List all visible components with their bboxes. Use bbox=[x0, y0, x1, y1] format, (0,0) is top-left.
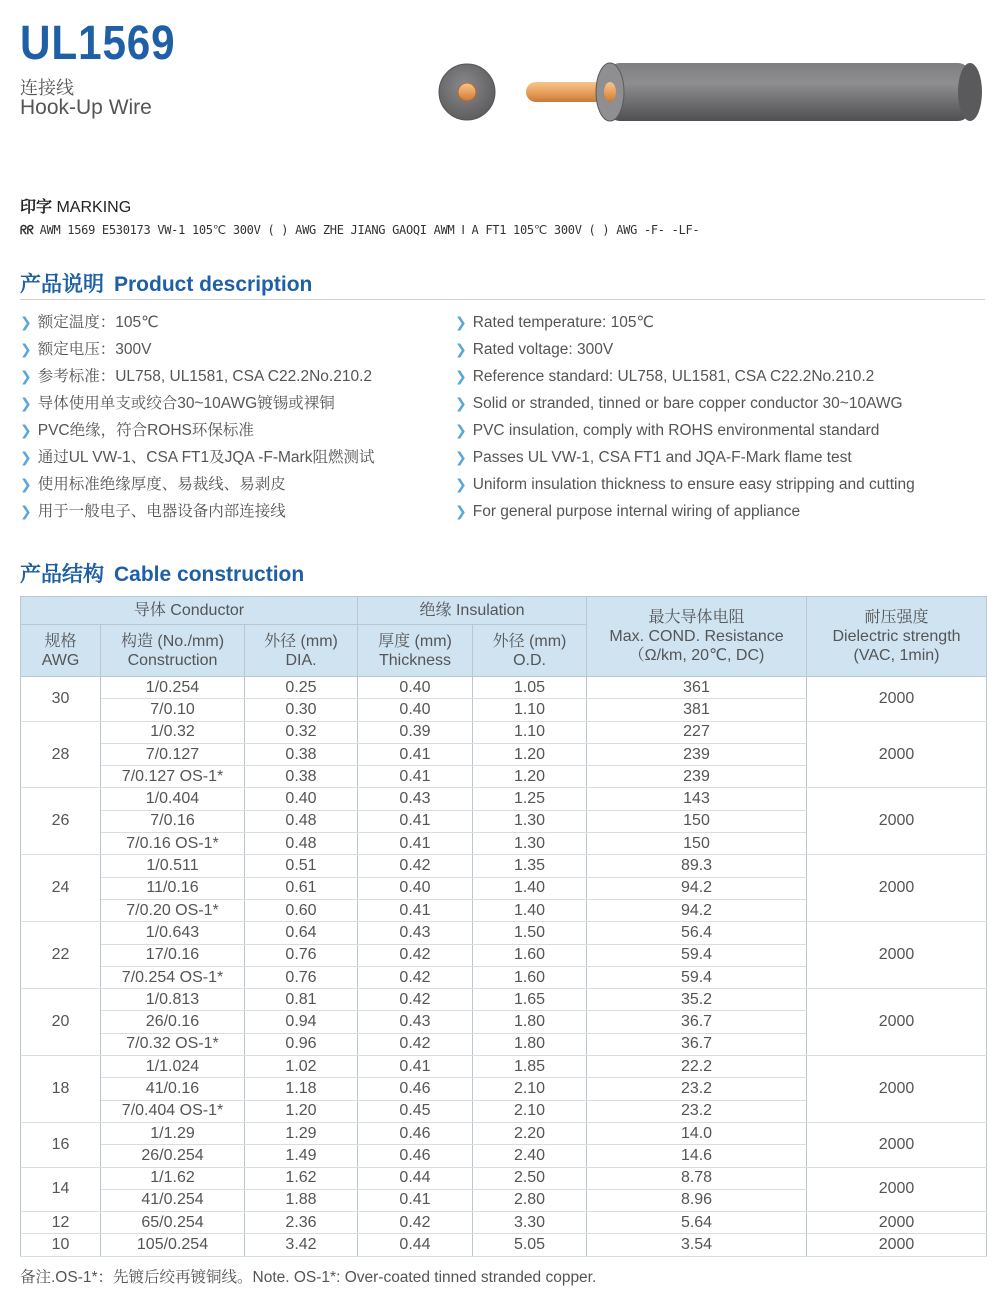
thickness-cell: 0.42 bbox=[358, 855, 473, 877]
thickness-cell: 0.42 bbox=[358, 944, 473, 966]
thickness-cell: 0.41 bbox=[358, 810, 473, 832]
header-awg bbox=[21, 625, 101, 677]
dia-cell: 0.40 bbox=[245, 788, 358, 810]
table-row bbox=[21, 922, 987, 944]
od-cell: 1.65 bbox=[473, 989, 587, 1011]
od-cell: 2.10 bbox=[473, 1100, 587, 1122]
chevron-right-icon: ❯ bbox=[455, 395, 467, 411]
dia-cell: 1.18 bbox=[245, 1078, 358, 1100]
thickness-cell: 0.42 bbox=[358, 966, 473, 988]
dielectric-cell: 2000 bbox=[807, 1167, 987, 1212]
description-bullet-en-text: Reference standard: UL758, UL1581, CSA C22.2No.210.2 bbox=[472, 368, 875, 385]
resistance-cell: 8.96 bbox=[587, 1189, 807, 1211]
header-od-cn: 外径 (mm) bbox=[492, 632, 567, 650]
dia-cell: 0.96 bbox=[245, 1033, 358, 1055]
awg-cell: 12 bbox=[21, 1212, 101, 1234]
chevron-right-icon: ❯ bbox=[20, 341, 32, 357]
dia-cell: 0.81 bbox=[245, 989, 358, 1011]
awg-cell: 24 bbox=[21, 855, 101, 922]
footnote: 备注.OS-1*：先镀后绞再镀铜线。Note. OS-1*: Over-coated tinned stranded copper. bbox=[20, 1269, 597, 1286]
header-construction-en: Construction bbox=[127, 651, 218, 669]
construction-cell: 1/1.024 bbox=[101, 1056, 245, 1078]
table-row bbox=[21, 677, 987, 699]
resistance-cell: 35.2 bbox=[587, 989, 807, 1011]
thickness-cell: 0.42 bbox=[358, 1212, 473, 1234]
thickness-cell: 0.40 bbox=[358, 877, 473, 899]
description-bullet-en-text: Uniform insulation thickness to ensure easy stripping and cutting bbox=[472, 476, 915, 493]
od-cell: 5.05 bbox=[473, 1234, 587, 1256]
chevron-right-icon: ❯ bbox=[455, 449, 467, 465]
construction-cell: 7/0.127 bbox=[101, 743, 245, 765]
construction-cell: 7/0.127 OS-1* bbox=[101, 766, 245, 788]
table-row bbox=[21, 788, 987, 810]
dia-cell: 0.38 bbox=[245, 743, 358, 765]
resistance-cell: 227 bbox=[587, 721, 807, 743]
dia-cell: 0.61 bbox=[245, 877, 358, 899]
resistance-cell: 36.7 bbox=[587, 1033, 807, 1055]
header-dielectric bbox=[807, 597, 987, 677]
resistance-cell: 23.2 bbox=[587, 1100, 807, 1122]
description-bullet-cn-item bbox=[20, 390, 374, 417]
dielectric-cell: 2000 bbox=[807, 788, 987, 855]
construction-cell: 65/0.254 bbox=[101, 1212, 245, 1234]
chevron-right-icon: ❯ bbox=[20, 368, 32, 384]
chevron-right-icon: ❯ bbox=[455, 422, 467, 438]
table-row bbox=[21, 989, 987, 1011]
subtitle-en: Hook-Up Wire bbox=[20, 96, 152, 119]
table-row bbox=[21, 1212, 987, 1234]
construction-cell: 41/0.16 bbox=[101, 1078, 245, 1100]
resistance-cell: 150 bbox=[587, 810, 807, 832]
resistance-cell: 5.64 bbox=[587, 1212, 807, 1234]
chevron-right-icon: ❯ bbox=[20, 449, 32, 465]
dia-cell: 0.48 bbox=[245, 833, 358, 855]
thickness-cell: 0.39 bbox=[358, 721, 473, 743]
construction-table-body bbox=[21, 677, 987, 1257]
dia-cell: 1.20 bbox=[245, 1100, 358, 1122]
resistance-cell: 381 bbox=[587, 699, 807, 721]
od-cell: 1.40 bbox=[473, 899, 587, 921]
construction-cell: 105/0.254 bbox=[101, 1234, 245, 1256]
description-bullet-en-item bbox=[455, 498, 915, 525]
ul-logo-icon: ᖇᖇ bbox=[20, 223, 34, 237]
resistance-cell: 14.6 bbox=[587, 1145, 807, 1167]
od-cell: 1.10 bbox=[473, 721, 587, 743]
dia-cell: 0.94 bbox=[245, 1011, 358, 1033]
resistance-cell: 89.3 bbox=[587, 855, 807, 877]
construction-cell: 7/0.404 OS-1* bbox=[101, 1100, 245, 1122]
thickness-cell: 0.43 bbox=[358, 922, 473, 944]
header-od-en: O.D. bbox=[513, 651, 546, 669]
od-cell: 2.20 bbox=[473, 1122, 587, 1144]
thickness-cell: 0.46 bbox=[358, 1078, 473, 1100]
od-cell: 3.30 bbox=[473, 1212, 587, 1234]
awg-cell: 14 bbox=[21, 1167, 101, 1212]
awg-cell: 18 bbox=[21, 1056, 101, 1123]
description-bullet-cn-item bbox=[20, 498, 374, 525]
chevron-right-icon: ❯ bbox=[20, 395, 32, 411]
od-cell: 1.20 bbox=[473, 743, 587, 765]
construction-cell: 7/0.32 OS-1* bbox=[101, 1033, 245, 1055]
resistance-cell: 3.54 bbox=[587, 1234, 807, 1256]
od-cell: 1.30 bbox=[473, 810, 587, 832]
description-bullet-en-item bbox=[455, 444, 915, 471]
description-bullet-en-text: Solid or stranded, tinned or bare copper conductor 30~10AWG bbox=[472, 395, 903, 412]
table-row bbox=[21, 721, 987, 743]
table-row bbox=[21, 855, 987, 877]
thickness-cell: 0.40 bbox=[358, 677, 473, 699]
thickness-cell: 0.41 bbox=[358, 833, 473, 855]
od-cell: 1.50 bbox=[473, 922, 587, 944]
thickness-cell: 0.43 bbox=[358, 1011, 473, 1033]
header-thickness-en: Thickness bbox=[378, 651, 452, 669]
resistance-cell: 22.2 bbox=[587, 1056, 807, 1078]
construction-heading-cn: 产品结构 bbox=[20, 563, 104, 586]
thickness-cell: 0.46 bbox=[358, 1145, 473, 1167]
header-od bbox=[473, 625, 587, 677]
thickness-cell: 0.45 bbox=[358, 1100, 473, 1122]
description-bullet-cn-text: 参考标准：UL758, UL1581, CSA C22.2No.210.2 bbox=[37, 368, 373, 385]
description-bullet-cn-item bbox=[20, 417, 374, 444]
dielectric-cell: 2000 bbox=[807, 677, 987, 722]
chevron-right-icon: ❯ bbox=[455, 476, 467, 492]
header-dielectric-cn: 耐压强度 bbox=[864, 609, 929, 626]
subtitle-cn: 连接线 bbox=[20, 78, 74, 98]
header-construction bbox=[101, 625, 245, 677]
od-cell: 2.80 bbox=[473, 1189, 587, 1211]
table-row bbox=[21, 1167, 987, 1189]
header-awg-cn: 规格 bbox=[44, 632, 77, 650]
dielectric-cell: 2000 bbox=[807, 721, 987, 788]
header-dielectric-unit: (VAC, 1min) bbox=[853, 647, 940, 664]
od-cell: 1.05 bbox=[473, 677, 587, 699]
dia-cell: 1.88 bbox=[245, 1189, 358, 1211]
resistance-cell: 94.2 bbox=[587, 877, 807, 899]
resistance-cell: 8.78 bbox=[587, 1167, 807, 1189]
dielectric-cell: 2000 bbox=[807, 1122, 987, 1167]
header-resistance-en: Max. COND. Resistance bbox=[609, 628, 784, 645]
description-bullet-en-item bbox=[455, 417, 915, 444]
description-bullet-en-text: Passes UL VW-1, CSA FT1 and JQA-F-Mark flame test bbox=[472, 449, 852, 466]
chevron-right-icon: ❯ bbox=[455, 368, 467, 384]
description-bullet-en-item bbox=[455, 336, 915, 363]
awg-cell: 26 bbox=[21, 788, 101, 855]
dia-cell: 0.60 bbox=[245, 899, 358, 921]
resistance-cell: 143 bbox=[587, 788, 807, 810]
thickness-cell: 0.46 bbox=[358, 1122, 473, 1144]
awg-cell: 16 bbox=[21, 1122, 101, 1167]
thickness-cell: 0.44 bbox=[358, 1167, 473, 1189]
dia-cell: 0.64 bbox=[245, 922, 358, 944]
marking-text-line bbox=[20, 223, 699, 238]
construction-cell: 17/0.16 bbox=[101, 944, 245, 966]
section-divider bbox=[20, 299, 985, 300]
dielectric-cell: 2000 bbox=[807, 1056, 987, 1123]
thickness-cell: 0.41 bbox=[358, 743, 473, 765]
marking-label-cn: 印字 bbox=[20, 199, 53, 216]
dielectric-cell: 2000 bbox=[807, 1212, 987, 1234]
wire-side-view bbox=[526, 63, 982, 121]
od-cell: 1.60 bbox=[473, 944, 587, 966]
construction-heading-en: Cable construction bbox=[114, 563, 305, 586]
od-cell: 1.80 bbox=[473, 1011, 587, 1033]
awg-cell: 20 bbox=[21, 989, 101, 1056]
marking-heading bbox=[20, 194, 131, 217]
construction-cell: 1/0.643 bbox=[101, 922, 245, 944]
construction-cell: 7/0.20 OS-1* bbox=[101, 899, 245, 921]
chevron-right-icon: ❯ bbox=[455, 341, 467, 357]
description-bullet-cn-item bbox=[20, 471, 374, 498]
construction-cell: 7/0.16 bbox=[101, 810, 245, 832]
thickness-cell: 0.43 bbox=[358, 788, 473, 810]
description-bullet-en-text: Rated temperature: 105℃ bbox=[472, 314, 654, 331]
description-bullet-cn-item bbox=[20, 336, 374, 363]
awg-cell: 22 bbox=[21, 922, 101, 989]
od-cell: 1.10 bbox=[473, 699, 587, 721]
awg-cell: 28 bbox=[21, 721, 101, 788]
header-awg-en: AWG bbox=[41, 651, 80, 669]
description-heading-cn: 产品说明 bbox=[20, 273, 104, 296]
chevron-right-icon: ❯ bbox=[20, 314, 32, 330]
od-cell: 1.35 bbox=[473, 855, 587, 877]
dia-cell: 0.38 bbox=[245, 766, 358, 788]
construction-cell: 1/1.62 bbox=[101, 1167, 245, 1189]
chevron-right-icon: ❯ bbox=[455, 314, 467, 330]
resistance-cell: 361 bbox=[587, 677, 807, 699]
description-bullet-en-text: For general purpose internal wiring of appliance bbox=[472, 503, 801, 520]
dia-cell: 2.36 bbox=[245, 1212, 358, 1234]
description-bullet-cn-text: 通过UL VW-1、CSA FT1及JQA -F-Mark阻燃测试 bbox=[37, 449, 375, 466]
resistance-cell: 56.4 bbox=[587, 922, 807, 944]
construction-cell: 7/0.16 OS-1* bbox=[101, 833, 245, 855]
header-construction-cn: 构造 (No./mm) bbox=[120, 632, 225, 650]
resistance-cell: 150 bbox=[587, 833, 807, 855]
od-cell: 1.85 bbox=[473, 1056, 587, 1078]
description-bullet-cn-item bbox=[20, 363, 374, 390]
table-row bbox=[21, 1056, 987, 1078]
od-cell: 1.20 bbox=[473, 766, 587, 788]
description-bullet-cn-text: 用于一般电子、电器设备内部连接线 bbox=[37, 503, 286, 520]
product-description-heading bbox=[20, 268, 312, 298]
description-bullet-en-text: PVC insulation, comply with ROHS environmental standard bbox=[472, 422, 880, 439]
description-bullet-en-item bbox=[455, 309, 915, 336]
header-insulation: 绝缘 Insulation bbox=[358, 597, 587, 625]
construction-cell: 41/0.254 bbox=[101, 1189, 245, 1211]
construction-table bbox=[20, 596, 987, 1257]
dia-cell: 0.51 bbox=[245, 855, 358, 877]
description-list-cn bbox=[20, 309, 374, 525]
description-bullet-cn-text: 额定温度：105℃ bbox=[37, 314, 159, 331]
description-bullet-en-item bbox=[455, 390, 915, 417]
dielectric-cell: 2000 bbox=[807, 855, 987, 922]
marking-label-en: MARKING bbox=[56, 199, 132, 216]
thickness-cell: 0.42 bbox=[358, 1033, 473, 1055]
awg-cell: 10 bbox=[21, 1234, 101, 1256]
dia-cell: 0.76 bbox=[245, 944, 358, 966]
resistance-cell: 59.4 bbox=[587, 944, 807, 966]
thickness-cell: 0.41 bbox=[358, 1056, 473, 1078]
construction-cell: 7/0.10 bbox=[101, 699, 245, 721]
wire-illustration bbox=[430, 55, 990, 135]
construction-cell: 1/0.511 bbox=[101, 855, 245, 877]
od-cell: 2.10 bbox=[473, 1078, 587, 1100]
table-row bbox=[21, 1122, 987, 1144]
chevron-right-icon: ❯ bbox=[20, 476, 32, 492]
header-resistance bbox=[587, 597, 807, 677]
resistance-cell: 239 bbox=[587, 743, 807, 765]
dielectric-cell: 2000 bbox=[807, 1234, 987, 1256]
dielectric-cell: 2000 bbox=[807, 989, 987, 1056]
description-bullet-en-text: Rated voltage: 300V bbox=[472, 341, 614, 358]
thickness-cell: 0.41 bbox=[358, 1189, 473, 1211]
thickness-cell: 0.42 bbox=[358, 989, 473, 1011]
resistance-cell: 36.7 bbox=[587, 1011, 807, 1033]
construction-cell: 1/0.404 bbox=[101, 788, 245, 810]
resistance-cell: 23.2 bbox=[587, 1078, 807, 1100]
header-resistance-cn: 最大导体电阻 bbox=[648, 609, 745, 626]
header-resistance-unit: （Ω/km, 20℃, DC) bbox=[628, 647, 765, 664]
dia-cell: 1.62 bbox=[245, 1167, 358, 1189]
dia-cell: 0.25 bbox=[245, 677, 358, 699]
description-bullet-cn-text: 导体使用单支或绞合30~10AWG镀锡或裸铜 bbox=[37, 395, 335, 412]
description-list-en bbox=[455, 309, 915, 525]
construction-cell: 7/0.254 OS-1* bbox=[101, 966, 245, 988]
wire-cross-section bbox=[439, 64, 495, 120]
resistance-cell: 59.4 bbox=[587, 966, 807, 988]
dia-cell: 0.30 bbox=[245, 699, 358, 721]
dia-cell: 0.76 bbox=[245, 966, 358, 988]
header-thickness-cn: 厚度 (mm) bbox=[378, 632, 452, 650]
dia-cell: 0.48 bbox=[245, 810, 358, 832]
dia-cell: 1.29 bbox=[245, 1122, 358, 1144]
description-bullet-cn-item bbox=[20, 309, 374, 336]
resistance-cell: 94.2 bbox=[587, 899, 807, 921]
header-dia bbox=[245, 625, 358, 677]
description-bullet-cn-text: 使用标准绝缘厚度、易裁线、易剥皮 bbox=[37, 476, 286, 493]
dia-cell: 3.42 bbox=[245, 1234, 358, 1256]
description-bullet-cn-text: PVC绝缘，符合ROHS环保标准 bbox=[37, 422, 254, 439]
chevron-right-icon: ❯ bbox=[455, 503, 467, 519]
od-cell: 2.40 bbox=[473, 1145, 587, 1167]
description-heading-en: Product description bbox=[114, 273, 313, 296]
construction-cell: 1/0.32 bbox=[101, 721, 245, 743]
cable-construction-heading bbox=[20, 558, 304, 588]
construction-cell: 1/0.254 bbox=[101, 677, 245, 699]
construction-cell: 26/0.254 bbox=[101, 1145, 245, 1167]
thickness-cell: 0.41 bbox=[358, 766, 473, 788]
awg-cell: 30 bbox=[21, 677, 101, 722]
header-conductor: 导体 Conductor bbox=[21, 597, 358, 625]
thickness-cell: 0.44 bbox=[358, 1234, 473, 1256]
od-cell: 1.30 bbox=[473, 833, 587, 855]
od-cell: 1.60 bbox=[473, 966, 587, 988]
header-dia-cn: 外径 (mm) bbox=[264, 632, 338, 650]
description-bullet-cn-item bbox=[20, 444, 374, 471]
dia-cell: 1.02 bbox=[245, 1056, 358, 1078]
description-bullet-cn-text: 额定电压：300V bbox=[37, 341, 152, 358]
description-bullet-en-item bbox=[455, 363, 915, 390]
construction-cell: 26/0.16 bbox=[101, 1011, 245, 1033]
od-cell: 1.80 bbox=[473, 1033, 587, 1055]
header-thickness bbox=[358, 625, 473, 677]
dia-cell: 0.32 bbox=[245, 721, 358, 743]
construction-cell: 11/0.16 bbox=[101, 877, 245, 899]
header-dia-en: DIA. bbox=[285, 651, 317, 669]
construction-cell: 1/0.813 bbox=[101, 989, 245, 1011]
product-title: UL1569 bbox=[20, 17, 176, 70]
od-cell: 1.40 bbox=[473, 877, 587, 899]
resistance-cell: 14.0 bbox=[587, 1122, 807, 1144]
od-cell: 2.50 bbox=[473, 1167, 587, 1189]
table-row bbox=[21, 1234, 987, 1256]
construction-cell: 1/1.29 bbox=[101, 1122, 245, 1144]
resistance-cell: 239 bbox=[587, 766, 807, 788]
od-cell: 1.25 bbox=[473, 788, 587, 810]
dielectric-cell: 2000 bbox=[807, 922, 987, 989]
chevron-right-icon: ❯ bbox=[20, 503, 32, 519]
marking-text: AWM 1569 E530173 VW-1 105℃ 300V ( ) AWG ZHE JIANG GAOQI AWM Ⅰ A FT1 105℃ 300V ( ) AWG -F- -LF- bbox=[39, 223, 700, 237]
description-bullet-en-item bbox=[455, 471, 915, 498]
chevron-right-icon: ❯ bbox=[20, 422, 32, 438]
thickness-cell: 0.41 bbox=[358, 899, 473, 921]
header-dielectric-en: Dielectric strength bbox=[832, 628, 961, 645]
dia-cell: 1.49 bbox=[245, 1145, 358, 1167]
thickness-cell: 0.40 bbox=[358, 699, 473, 721]
